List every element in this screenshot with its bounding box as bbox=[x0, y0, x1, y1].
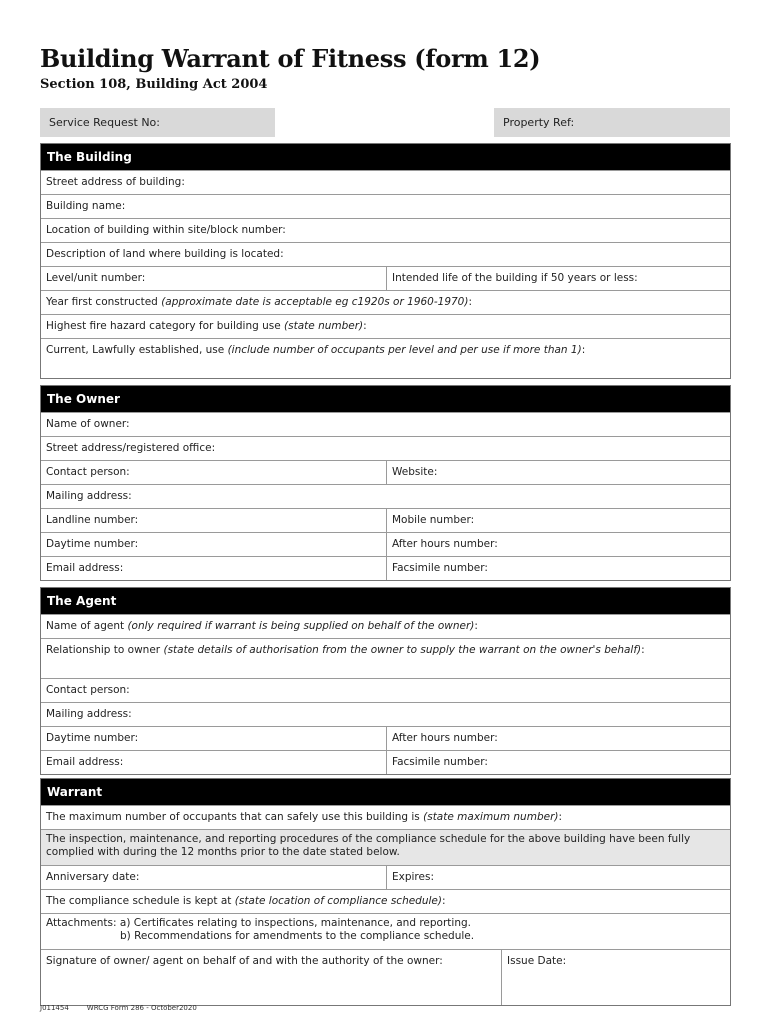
section-agent bbox=[40, 587, 731, 775]
footer-form: WRCG Form 286 - October2020 bbox=[86, 1004, 197, 1012]
agent-mailing-address-field[interactable] bbox=[41, 702, 730, 726]
owner-website-field[interactable] bbox=[386, 461, 730, 484]
field-note: (state maximum number) bbox=[423, 811, 559, 823]
schedule-location-field[interactable]: The compliance schedule is kept at (state location of compliance schedule): bbox=[41, 889, 730, 913]
section-heading: The Agent bbox=[41, 588, 730, 614]
field-label: Name of agent bbox=[46, 620, 125, 632]
land-description-field[interactable] bbox=[41, 242, 730, 266]
attachment-item: Attachments: a) Certificates relating to inspections, maintenance, and reporting. bbox=[46, 917, 471, 929]
field-note: (approximate date is acceptable eg c1920s or 1960-1970) bbox=[161, 296, 469, 308]
field-label: Year first constructed bbox=[46, 296, 158, 308]
field-label: Facsimile number: bbox=[392, 756, 488, 768]
field-label: Daytime number: bbox=[46, 538, 139, 550]
street-address-field[interactable] bbox=[41, 170, 730, 194]
service-request-label: Service Request No: bbox=[49, 116, 160, 129]
field-label: Landline number: bbox=[46, 514, 139, 526]
property-ref-field[interactable] bbox=[494, 108, 730, 137]
owner-street-address-field[interactable] bbox=[41, 436, 730, 460]
page-title: Building Warrant of Fitness (form 12) bbox=[40, 44, 541, 73]
max-occupants-field[interactable]: The maximum number of occupants that can safely use this building is (state maximum number): bbox=[41, 805, 730, 829]
owner-mobile-field[interactable] bbox=[386, 509, 730, 532]
field-label: After hours number: bbox=[392, 538, 498, 550]
building-name-field[interactable] bbox=[41, 194, 730, 218]
field-label: The compliance schedule is kept at bbox=[46, 895, 232, 907]
field-label: Anniversary date: bbox=[46, 871, 140, 883]
page-footer bbox=[40, 1004, 197, 1012]
owner-name-field[interactable] bbox=[41, 412, 730, 436]
inspection-statement bbox=[41, 829, 730, 865]
owner-mailing-address-field[interactable] bbox=[41, 484, 730, 508]
section-heading: Warrant bbox=[41, 779, 730, 805]
service-request-field[interactable] bbox=[40, 108, 275, 137]
footer-code: J011454 bbox=[40, 1004, 69, 1012]
expires-field[interactable] bbox=[386, 866, 730, 889]
owner-landline-field[interactable] bbox=[41, 509, 386, 532]
field-label: Intended life of the building if 50 years or less: bbox=[392, 272, 638, 284]
field-label: Street address of building: bbox=[46, 176, 185, 188]
property-ref-label: Property Ref: bbox=[503, 116, 575, 129]
field-label: Relationship to owner bbox=[46, 644, 161, 656]
field-label: Issue Date: bbox=[507, 955, 567, 967]
agent-relationship-field[interactable]: Relationship to owner (state details of authorisation from the owner to supply the warrant on the owner's behalf): bbox=[41, 638, 730, 678]
section-heading: The Building bbox=[41, 144, 730, 170]
field-label: Current, Lawfully established, use bbox=[46, 344, 225, 356]
current-use-field[interactable]: Current, Lawfully established, use (include number of occupants per level and per use if more than 1): bbox=[41, 338, 730, 378]
field-label: Mobile number: bbox=[392, 514, 475, 526]
fire-hazard-field[interactable]: Highest fire hazard category for building use (state number): bbox=[41, 314, 730, 338]
field-label: Mailing address: bbox=[46, 490, 132, 502]
field-label: Daytime number: bbox=[46, 732, 139, 744]
field-label: Contact person: bbox=[46, 466, 130, 478]
page-subtitle: Section 108, Building Act 2004 bbox=[40, 77, 268, 92]
field-label: Website: bbox=[392, 466, 438, 478]
field-note: (state location of compliance schedule) bbox=[234, 895, 442, 907]
field-label: The maximum number of occupants that can safely use this building is bbox=[46, 811, 420, 823]
agent-facsimile-field[interactable] bbox=[386, 751, 730, 774]
agent-email-field[interactable] bbox=[41, 751, 386, 774]
field-label: Description of land where building is located: bbox=[46, 248, 284, 260]
field-label: Highest fire hazard category for building use bbox=[46, 320, 281, 332]
section-owner bbox=[40, 385, 731, 581]
field-label: Mailing address: bbox=[46, 708, 132, 720]
field-note: (state details of authorisation from the owner to supply the warrant on the owner's behalf) bbox=[163, 644, 642, 656]
field-label: After hours number: bbox=[392, 732, 498, 744]
field-note: (state number) bbox=[284, 320, 364, 332]
attachments-list bbox=[41, 913, 730, 949]
owner-daytime-field[interactable] bbox=[41, 533, 386, 556]
section-warrant bbox=[40, 778, 731, 1006]
anniversary-date-field[interactable] bbox=[41, 866, 386, 889]
agent-name-field[interactable]: Name of agent (only required if warrant is being supplied on behalf of the owner): bbox=[41, 614, 730, 638]
field-label: Street address/registered office: bbox=[46, 442, 216, 454]
agent-after-hours-field[interactable] bbox=[386, 727, 730, 750]
section-building bbox=[40, 143, 731, 379]
owner-contact-person-field[interactable] bbox=[41, 461, 386, 484]
owner-facsimile-field[interactable] bbox=[386, 557, 730, 580]
issue-date-field[interactable] bbox=[501, 950, 730, 1005]
agent-contact-person-field[interactable] bbox=[41, 678, 730, 702]
field-note: (only required if warrant is being supplied on behalf of the owner) bbox=[127, 620, 475, 632]
level-unit-field[interactable] bbox=[41, 267, 386, 290]
field-label: Level/unit number: bbox=[46, 272, 146, 284]
field-label: Email address: bbox=[46, 756, 124, 768]
owner-after-hours-field[interactable] bbox=[386, 533, 730, 556]
section-heading: The Owner bbox=[41, 386, 730, 412]
field-label: Facsimile number: bbox=[392, 562, 488, 574]
signature-field[interactable] bbox=[41, 950, 501, 1005]
agent-daytime-field[interactable] bbox=[41, 727, 386, 750]
field-label: Signature of owner/ agent on behalf of and with the authority of the owner: bbox=[46, 955, 443, 967]
field-label: Expires: bbox=[392, 871, 434, 883]
field-label: Building name: bbox=[46, 200, 126, 212]
field-label: Contact person: bbox=[46, 684, 130, 696]
location-field[interactable] bbox=[41, 218, 730, 242]
field-label: Name of owner: bbox=[46, 418, 130, 430]
attachment-item: b) Recommendations for amendments to the compliance schedule. bbox=[120, 930, 475, 942]
intended-life-field[interactable] bbox=[386, 267, 730, 290]
field-note: (include number of occupants per level and per use if more than 1) bbox=[227, 344, 582, 356]
year-constructed-field[interactable]: Year first constructed (approximate date is acceptable eg c1920s or 1960-1970): bbox=[41, 290, 730, 314]
field-label: Location of building within site/block number: bbox=[46, 224, 286, 236]
field-label: Email address: bbox=[46, 562, 124, 574]
owner-email-field[interactable] bbox=[41, 557, 386, 580]
statement-line: complied with during the 12 months prior to the date stated below. bbox=[46, 846, 400, 858]
statement-line: The inspection, maintenance, and reporting procedures of the compliance schedule for the above building have been fully bbox=[46, 833, 691, 845]
